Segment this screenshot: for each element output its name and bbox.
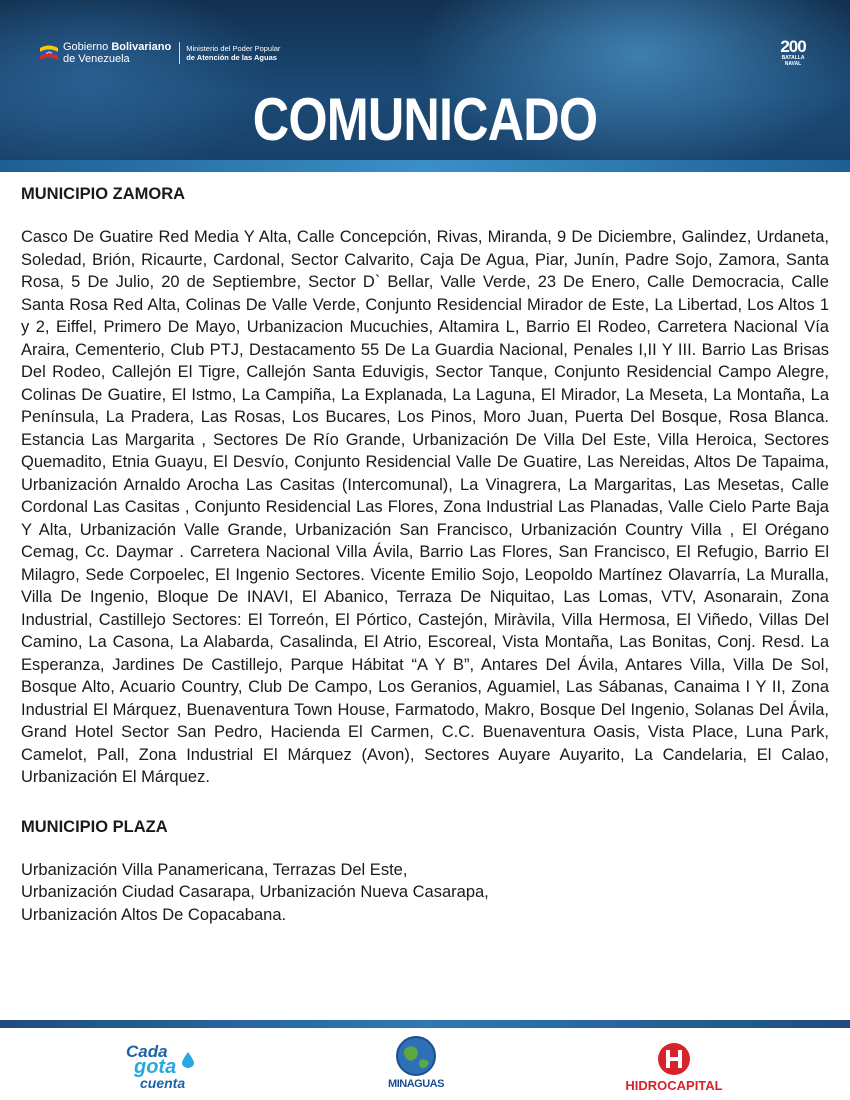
badge-caption: BATALLA NAVAL <box>781 55 805 67</box>
header-banner <box>0 0 850 172</box>
hidrocapital-label: HIDROCAPITAL <box>625 1078 723 1093</box>
section-body-zamora: Casco De Guatire Red Media Y Alta, Calle Concepción, Rivas, Miranda, 9 De Diciembre, Galindez, Urdaneta, Soledad, Brión, Ricaurte, Cardonal, Sector Calvarito, Caja De Agua, Piar, Junín, Padre Sojo, Zamora, Santa Rosa, 5 De Julio, 20 de Septiembre, Sector D` Bellar, Valle Verde, 23 De Enero, Calle Democracia, Calle Santa Rosa Red Alta, Colinas De Valle Verde, Conjunto Residencial Mirador de Este, La Libertad, Los Altos 1 y 2, Eiffel, Primero De Mayo, Urbanizacion Mucuchies, Altamira L, Barrio El Rodeo, Carretera Nacional Vía Araira, Cementerio, Club PTJ, Destacamento 55 De La Guardia Nacional, Penales I,II Y III. Barrio Las Brisas Del Rodeo, Callejón El Tigre, Callejón Santa Eduvigis, Sector Tanque, Conjunto Residencial Campo Alegre, Colinas De Guatire, El Istmo, La Campiña, La Explanada, La Laguna, El Mirador, La Meseta, La Montaña, La Península, La Pradera, Las Rosas, Los Bucares, Los Pinos, Moro Juan, Puerta Del Bosque, Rosa Blanca. Estancia Las Margarita , Sectores De Río Grande, Urbanización De Villa Del Este, Villa Heroica, Sectores Quemadito, Etnia Guayu, El Desvío, Conjunto Residencial Valle De Guatire, Las Nereidas, Altos De Tapaima, Urbanización Arnaldo Arocha Las Casitas (Intercomunal), La Vinagrera, La Margaritas, Las Mesetas, Calle Cordonal Las Casitas , Conjunto Residencial Las Flores, Zona Industrial Las Planadas, Valle Cielo Parte Baja Y Alta, Urbanización Valle Grande, Urbanización San Francisco, Urbanización Country Villa , El Orégano Cemag, Cc. Daymar . Carretera Nacional Villa Ávila, Barrio Las Flores, San Francisco, El Refugio, Barrio El Milagro, Sede Corpoelec, El Ingenio Sectores. Vicente Emilio Sojo, Leopoldo Martínez Olavarría, La Muralla, Villa De Ingenio, Bloque De INAVI, El Abanico, Terraza De Niquitao, Las Lomas, VTV, Asonarain, Zona Industrial, Castillejo Sectores: El Torreón, El Pórtico, Castejón, Miràvila, Villa Hermosa, El Viñedo, Villas Del Camino, La Casona, La Alabarda, Casalinda, El Atrio, Escoreal, Vista Montaña, Las Bonitas, Conj. Resd. La Esperanza, Jardines De Castillejo, Parque Hábitat “A Y B”, Antares Del Ávila, Antares Villa, Villa De Sol, Bosque Alto, Acuario Country, Club De Campo, Los Geranios, Aguamiel, Las Sábanas, Canaima I Y II, Zona Industrial El Márquez, Buenaventura Town House, Farmatodo, Makro, Bosque Del Ingenio, Solanas Del Ávila, Grand Hotel Sector San Pedro, Hacienda El Carmen, C.C. Buenaventura Oasis, Vista Place, Luna Park, Camelot, Pall, Zona Industrial El Márquez (Avon), Sectores Auyare Auyarito, La Candelaria, El Calao, Urbanización El Márquez. <box>21 228 829 786</box>
plaza-line: Urbanización Ciudad Casarapa, Urbanización Nueva Casarapa, <box>21 883 489 901</box>
cada-word: Cada <box>126 1042 168 1061</box>
header-divider <box>179 42 180 64</box>
anniversary-badge <box>773 38 813 67</box>
gov-name-part: Gobierno <box>63 41 112 53</box>
section-heading-plaza: MUNICIPIO PLAZA <box>21 817 168 836</box>
badge-number: 200 <box>780 37 806 56</box>
header-band <box>0 160 850 172</box>
plaza-line: Urbanización Altos De Copacabana. <box>21 905 287 924</box>
venezuela-flag-icon <box>38 42 60 64</box>
gov-name-line2: de Venezuela <box>63 53 130 65</box>
government-logo <box>38 41 280 65</box>
ministry-line1: Ministerio del Poder Popular <box>186 44 281 53</box>
hidrocapital-logo <box>612 1042 736 1094</box>
cuenta-word: cuenta <box>140 1075 186 1091</box>
government-name <box>63 41 171 65</box>
footer-bar <box>0 1020 850 1028</box>
minaguas-logo <box>385 1036 447 1096</box>
page-title: COMUNICADO <box>252 86 598 153</box>
section-body-plaza <box>21 859 829 927</box>
ministry-name <box>186 44 280 62</box>
plaza-line: Urbanización Villa Panamericana, Terrazas Del Este, <box>21 860 408 879</box>
document-body <box>21 180 829 926</box>
water-drop-icon <box>182 1052 194 1068</box>
cada-gota-cuenta-logo <box>120 1042 220 1094</box>
gota-word: gota <box>134 1056 177 1078</box>
section-heading-zamora: MUNICIPIO ZAMORA <box>21 185 186 203</box>
ministry-line2: de Atención de las Aguas <box>186 53 277 62</box>
gov-name-bold: Bolivariano <box>111 41 172 53</box>
minaguas-label: MINAGUAS <box>388 1078 444 1090</box>
globe-icon <box>396 1036 436 1076</box>
hidrocapital-emblem-icon <box>657 1042 691 1076</box>
